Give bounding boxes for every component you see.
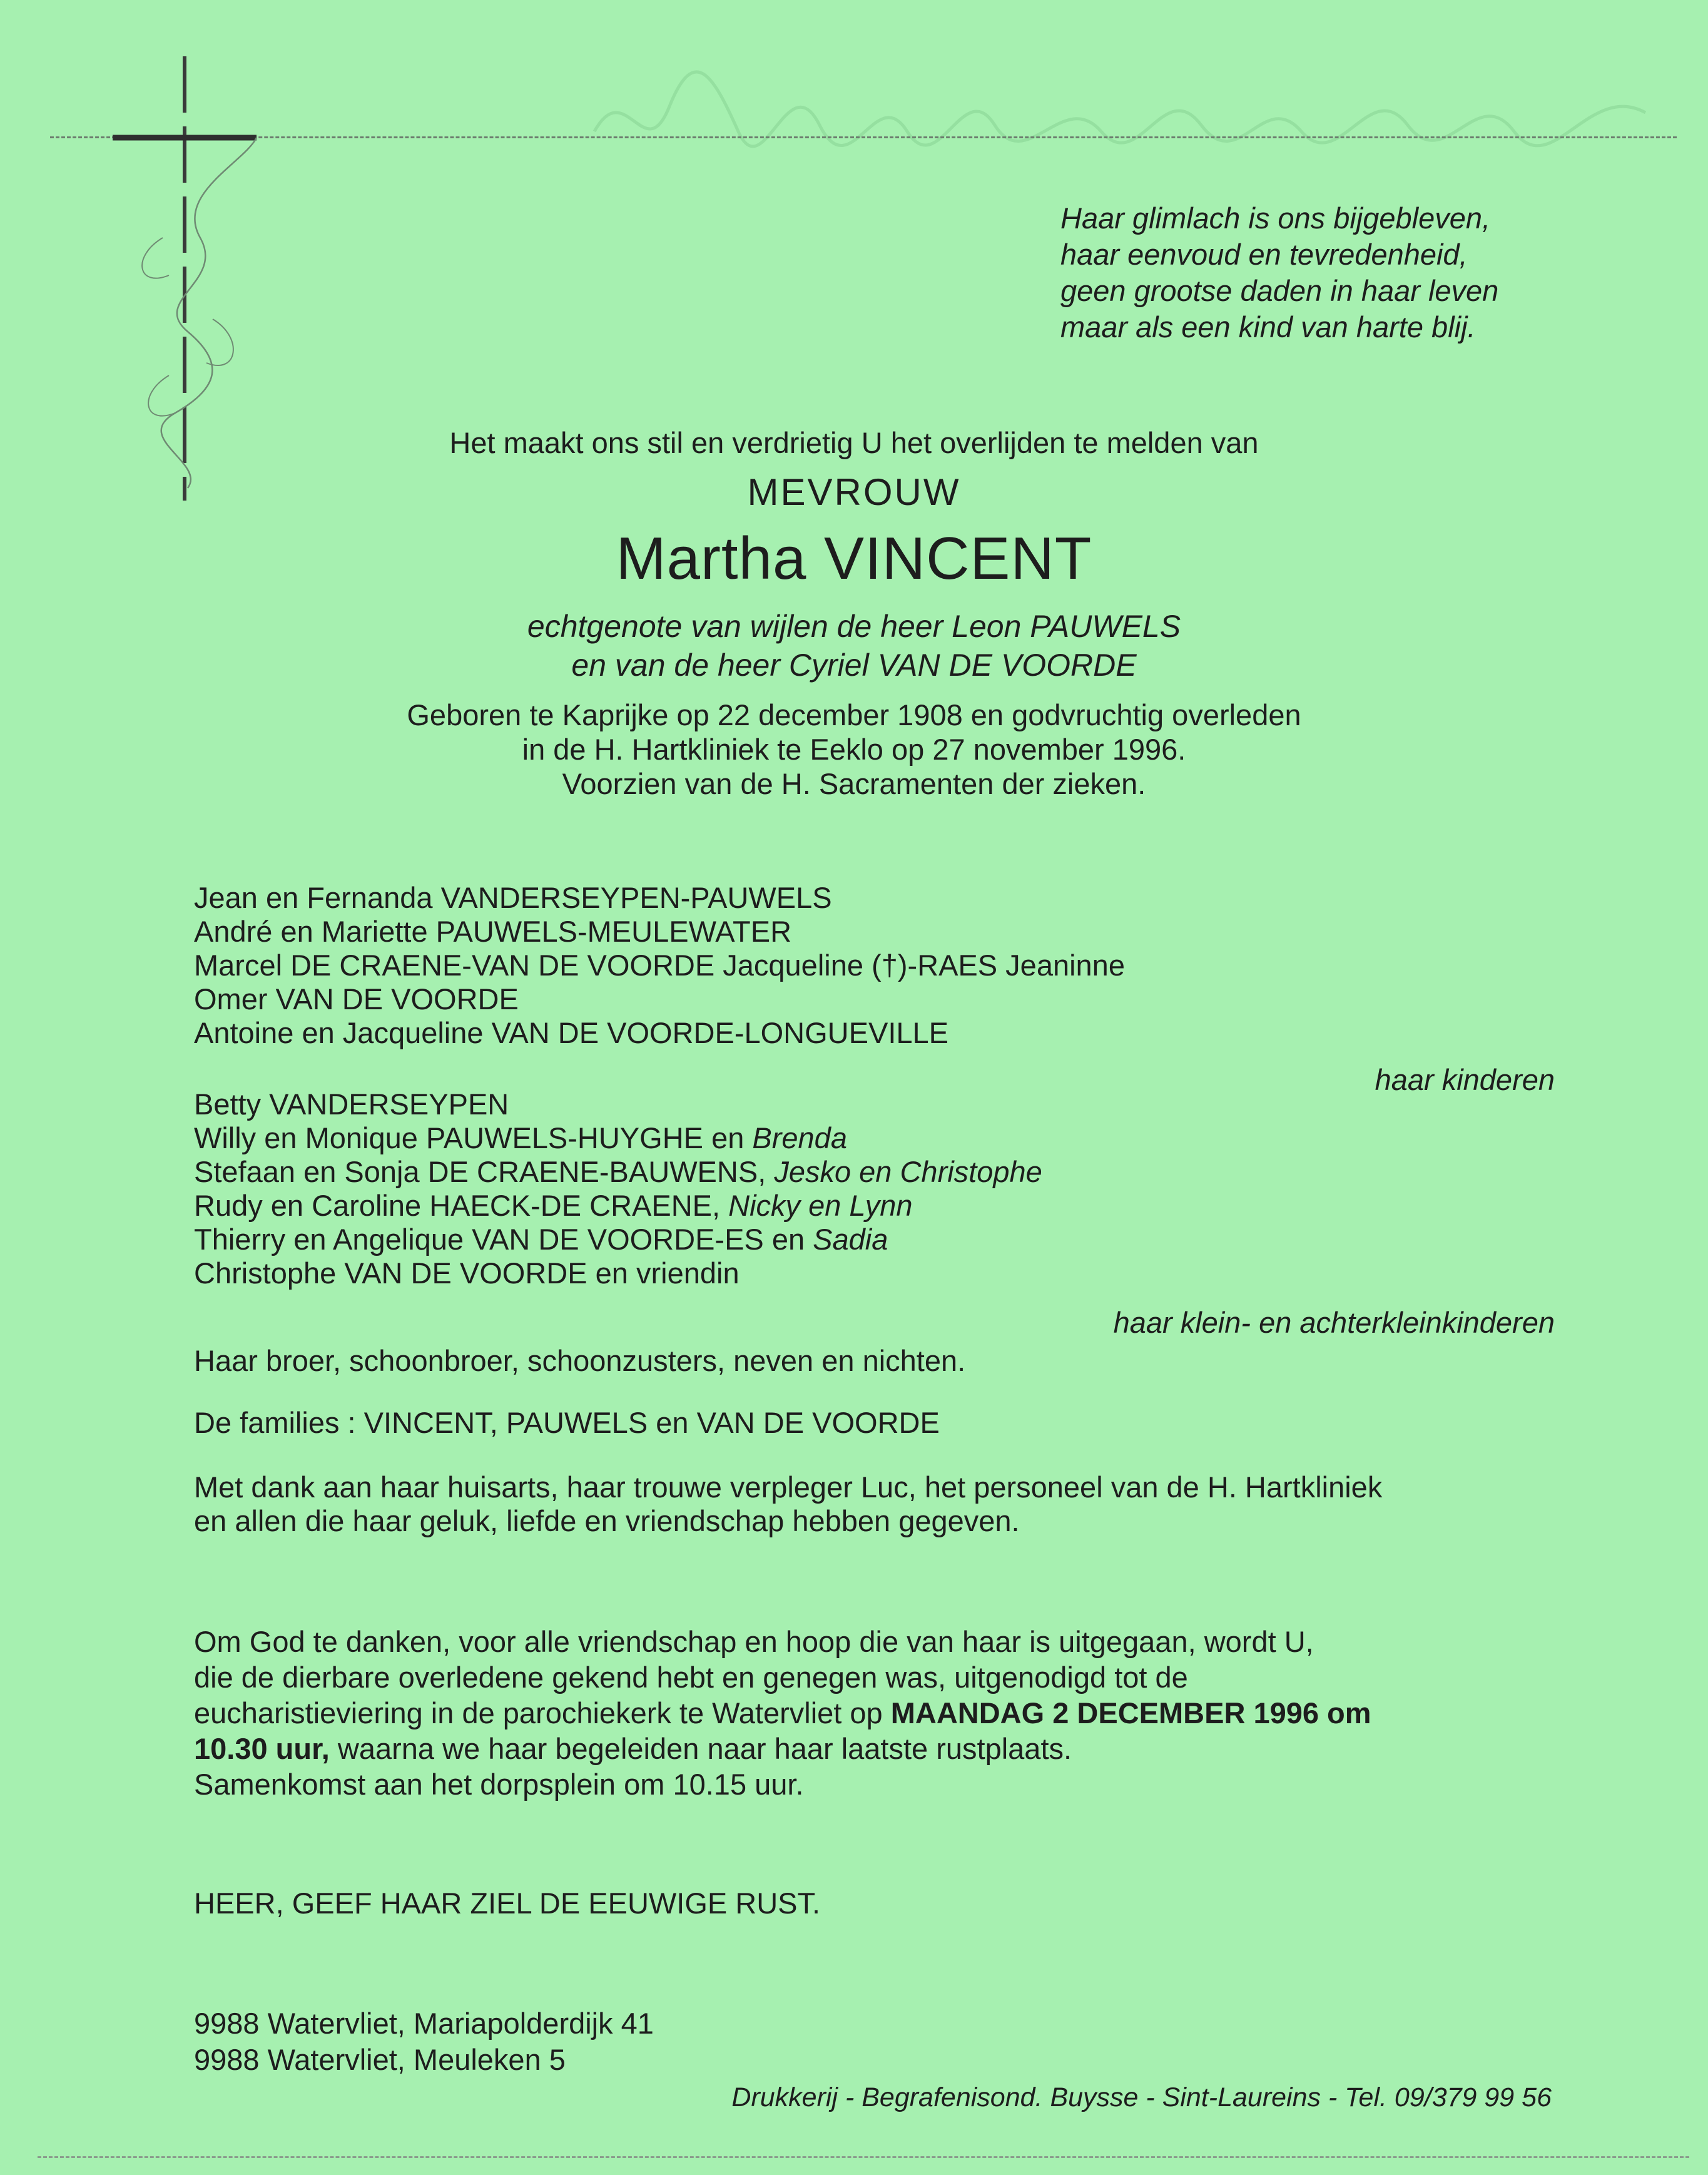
children-list: [194, 881, 1125, 1050]
poem-line: haar eenvoud en tevredenheid,: [1060, 238, 1468, 271]
list-item: André en Mariette PAUWELS-MEULEWATER: [194, 915, 792, 948]
invitation-line: die de dierbare overledene gekend hebt en genegen was, uitgenodigd tot de: [194, 1661, 1188, 1694]
list-item: Jean en Fernanda VANDERSEYPEN-PAUWELS: [194, 881, 832, 914]
deceased-name: Martha VINCENT: [616, 525, 1092, 592]
grandchildren-list: [194, 1088, 1042, 1290]
list-item: Antoine en Jacqueline VAN DE VOORDE-LONGUEVILLE: [194, 1016, 949, 1049]
list-item: Rudy en Caroline HAECK-DE CRAENE, Nicky en Lynn: [194, 1189, 913, 1222]
thanks-line: en allen die haar geluk, liefde en vriendschap hebben gegeven.: [194, 1504, 1020, 1537]
list-item: Thierry en Angelique VAN DE VOORDE-ES en Sadia: [194, 1223, 888, 1256]
service-time: 10.30 uur,: [194, 1732, 330, 1765]
invitation-line: Om God te danken, voor alle vriendschap en hoop die van haar is uitgegaan, wordt U,: [194, 1625, 1314, 1658]
poem-line: geen grootse daden in haar leven: [1060, 274, 1499, 307]
address-line: 9988 Watervliet, Mariapolderdijk 41: [194, 2007, 654, 2040]
service-date: MAANDAG 2 DECEMBER 1996 om: [890, 1696, 1371, 1729]
spouse-line: echtgenote van wijlen de heer Leon PAUWELS: [527, 609, 1181, 644]
top-rule: [50, 136, 1677, 138]
bottom-rule: [38, 2156, 1689, 2158]
invitation-line: Samenkomst aan het dorpsplein om 10.15 uur.: [194, 1768, 804, 1801]
list-item: Betty VANDERSEYPEN: [194, 1088, 509, 1121]
honorific-title: MEVROUW: [747, 471, 961, 513]
relatives-line: Haar broer, schoonbroer, schoonzusters, neven en nichten.: [194, 1344, 966, 1377]
sacraments-line: Voorzien van de H. Sacramenten der zieken.: [562, 767, 1146, 800]
spouse-line: en van de heer Cyriel VAN DE VOORDE: [571, 648, 1137, 683]
announcement-intro: Het maakt ons stil en verdrietig U het overlijden te melden van: [449, 426, 1259, 459]
invitation-paragraph: [194, 1624, 1570, 1802]
poem-line: Haar glimlach is ons bijgebleven,: [1060, 201, 1491, 235]
invitation-line: 10.30 uur, waarna we haar begeleiden naar haar laatste rustplaats.: [194, 1732, 1072, 1765]
thanks-paragraph: [194, 1470, 1570, 1538]
poem-line: maar als een kind van harte blij.: [1060, 310, 1476, 344]
list-item: Marcel DE CRAENE-VAN DE VOORDE Jacqueline (†)-RAES Jeaninne: [194, 949, 1125, 982]
birth-death-line: Geboren te Kaprijke op 22 december 1908 en godvruchtig overleden: [407, 698, 1301, 731]
thanks-line: Met dank aan haar huisarts, haar trouwe verpleger Luc, het personeel van de H. Hartkliniek: [194, 1470, 1383, 1504]
family-addresses: [194, 2005, 1570, 2078]
memorial-poem: [1060, 200, 1624, 345]
birth-death-line: in de H. Hartkliniek te Eeklo op 27 november 1996.: [522, 733, 1186, 766]
list-item: Omer VAN DE VOORDE: [194, 982, 519, 1016]
grandchildren-label: haar klein- en achterkleinkinderen: [1113, 1306, 1555, 1339]
list-item: Stefaan en Sonja DE CRAENE-BAUWENS, Jesko en Christophe: [194, 1155, 1042, 1188]
faint-handwriting-watermark: [588, 38, 1652, 181]
printer-credit: Drukkerij - Begrafenisond. Buysse - Sint-Laureins - Tel. 09/379 99 56: [731, 2082, 1552, 2112]
address-line: 9988 Watervliet, Meuleken 5: [194, 2043, 566, 2076]
invitation-line: eucharistieviering in de parochiekerk te Watervliet op MAANDAG 2 DECEMBER 1996 om: [194, 1696, 1371, 1729]
list-item: Christophe VAN DE VOORDE en vriendin: [194, 1256, 740, 1290]
closing-prayer: HEER, GEEF HAAR ZIEL DE EEUWIGE RUST.: [194, 1887, 821, 1920]
families-line: De families : VINCENT, PAUWELS en VAN DE VOORDE: [194, 1406, 940, 1439]
children-label: haar kinderen: [1375, 1063, 1555, 1096]
list-item: Willy en Monique PAUWELS-HUYGHE en Brenda: [194, 1121, 847, 1154]
